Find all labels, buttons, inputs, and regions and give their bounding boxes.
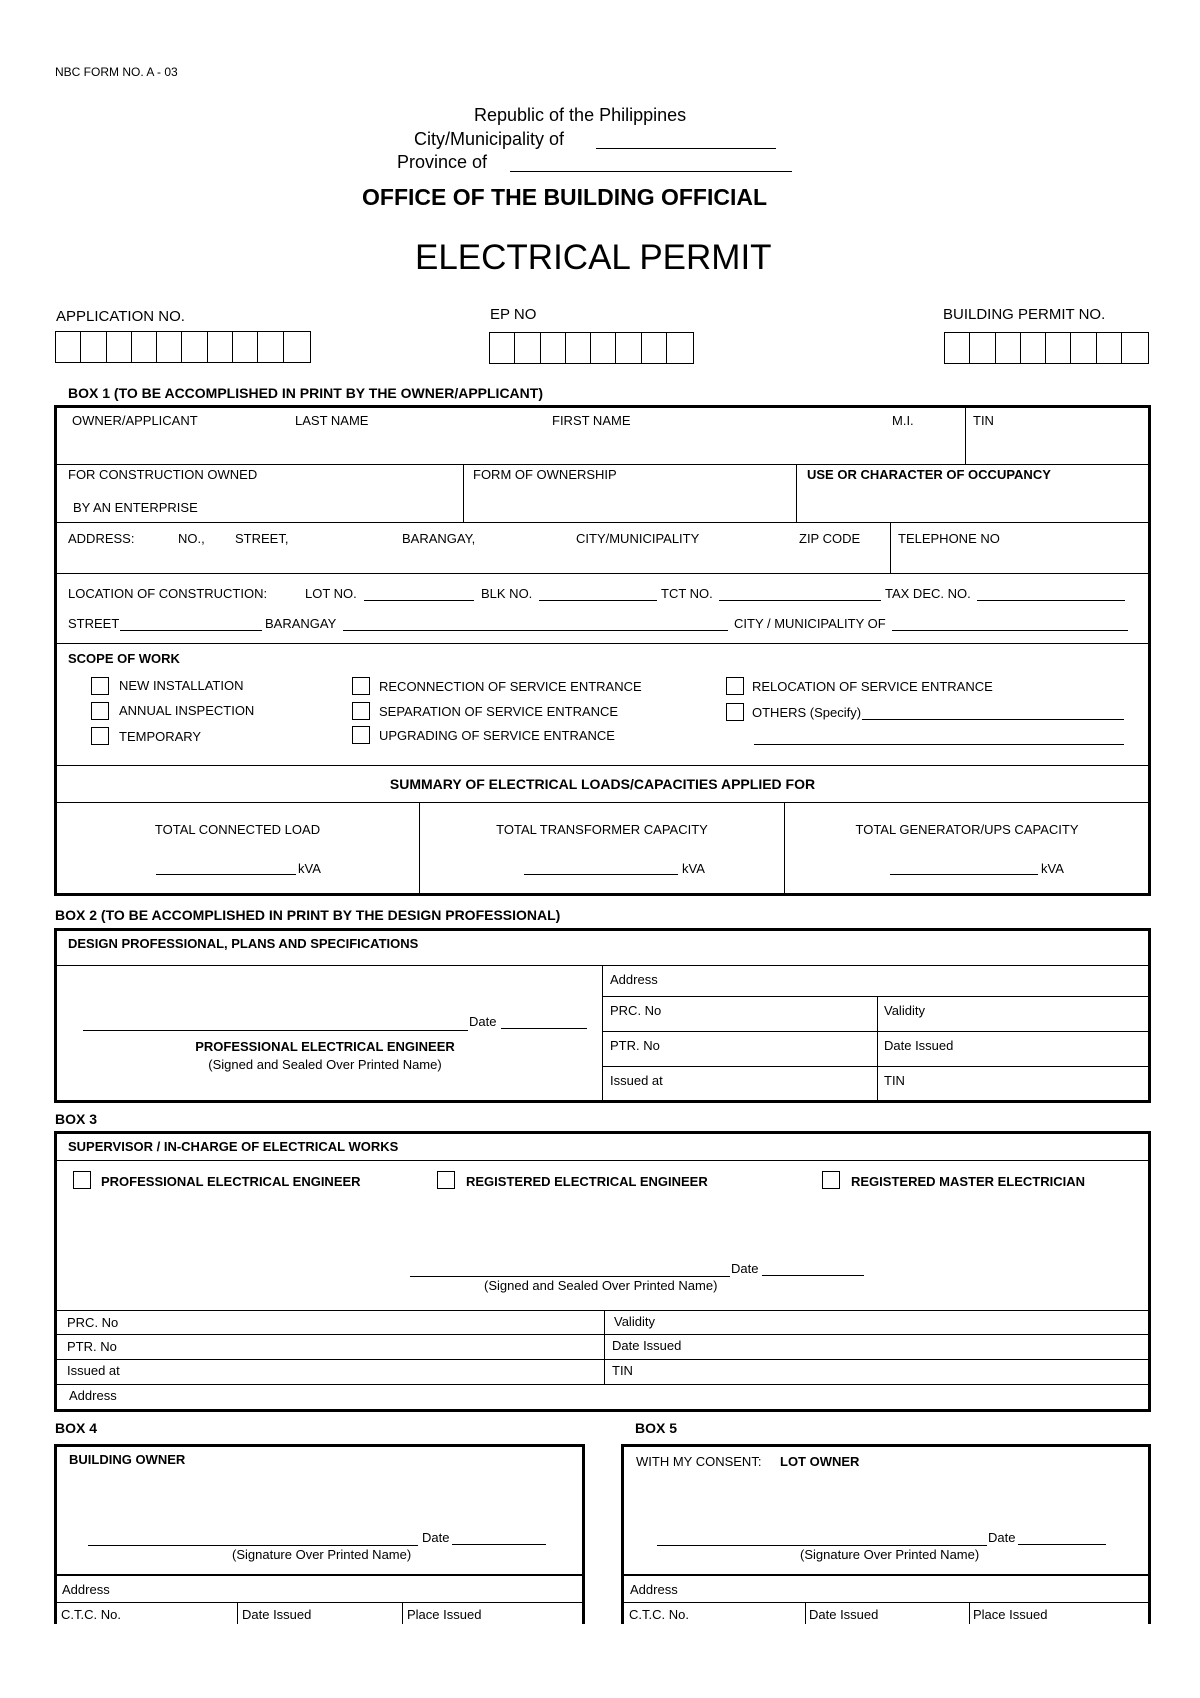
- connected-load-line[interactable]: [156, 874, 296, 875]
- barangay-label: BARANGAY: [265, 616, 337, 631]
- with-consent-label: WITH MY CONSENT:: [636, 1454, 762, 1469]
- form-ownership-label: FORM OF OWNERSHIP: [473, 467, 617, 482]
- application-no-field[interactable]: [55, 331, 311, 363]
- lot-owner-label: LOT OWNER: [780, 1454, 860, 1469]
- application-digit-cell[interactable]: [81, 332, 106, 362]
- box4-ctc-label: C.T.C. No.: [61, 1607, 121, 1622]
- mi-label: M.I.: [892, 413, 914, 428]
- blk-no-line[interactable]: [539, 600, 657, 601]
- barangay-line[interactable]: [343, 630, 728, 631]
- application-digit-cell[interactable]: [157, 332, 182, 362]
- building-permit-no-label: BUILDING PERMIT NO.: [943, 306, 1106, 323]
- application-digit-cell[interactable]: [107, 332, 132, 362]
- ep-digit-cell[interactable]: [591, 333, 616, 363]
- application-digit-cell[interactable]: [233, 332, 258, 362]
- building-permit-digit-cell[interactable]: [1046, 333, 1071, 363]
- box5-place-issued-label: Place Issued: [973, 1607, 1048, 1622]
- box2-validity-label: Validity: [884, 1003, 925, 1018]
- address-label: ADDRESS:: [68, 531, 135, 546]
- construction-owned-label: FOR CONSTRUCTION OWNED: [68, 467, 258, 482]
- building-permit-digit-cell[interactable]: [1071, 333, 1096, 363]
- building-permit-digit-cell[interactable]: [1122, 333, 1147, 363]
- building-permit-digit-cell[interactable]: [945, 333, 970, 363]
- generator-line[interactable]: [890, 874, 1038, 875]
- box2-date-line[interactable]: [501, 1028, 587, 1029]
- box5-date-label: Date: [988, 1530, 1016, 1545]
- street-line[interactable]: [120, 630, 262, 631]
- engineer-signature-line[interactable]: [83, 1030, 468, 1031]
- box4-date-issued-label: Date Issued: [242, 1607, 312, 1622]
- application-digit-cell[interactable]: [258, 332, 283, 362]
- city-line[interactable]: [596, 148, 776, 149]
- box3-validity-label: Validity: [614, 1314, 655, 1329]
- application-digit-cell[interactable]: [284, 332, 309, 362]
- total-connected-label: TOTAL CONNECTED LOAD: [154, 822, 321, 837]
- upgrading-checkbox[interactable]: [352, 726, 370, 744]
- generator-kva: kVA: [1041, 861, 1064, 876]
- box1-heading: BOX 1 (TO BE ACCOMPLISHED IN PRINT BY THE OWNER/APPLICANT): [68, 385, 543, 401]
- street-label: STREET: [68, 616, 120, 631]
- lot-no-line[interactable]: [364, 600, 474, 601]
- box3-date-label: Date: [731, 1261, 759, 1276]
- lot-owner-signature-line[interactable]: [657, 1545, 987, 1546]
- annual-inspection-label: ANNUAL INSPECTION: [119, 703, 255, 718]
- reg-electrical-engineer-checkbox[interactable]: [437, 1171, 455, 1189]
- transformer-line[interactable]: [524, 874, 678, 875]
- ep-digit-cell[interactable]: [667, 333, 692, 363]
- tct-no-line[interactable]: [719, 600, 881, 601]
- box4-place-issued-label: Place Issued: [407, 1607, 482, 1622]
- design-professional-heading: DESIGN PROFESSIONAL, PLANS AND SPECIFICATIONS: [68, 936, 419, 951]
- building-permit-digit-cell[interactable]: [970, 333, 995, 363]
- ep-digit-cell[interactable]: [541, 333, 566, 363]
- first-name-label: FIRST NAME: [552, 413, 631, 428]
- upgrading-label: UPGRADING OF SERVICE ENTRANCE: [379, 728, 615, 743]
- ep-digit-cell[interactable]: [642, 333, 667, 363]
- building-permit-digit-cell[interactable]: [1097, 333, 1122, 363]
- republic-heading: Republic of the Philippines: [474, 105, 687, 125]
- by-enterprise-label: BY AN ENTERPRISE: [73, 500, 198, 515]
- use-occupancy-label: USE OR CHARACTER OF OCCUPANCY: [807, 467, 1051, 482]
- supervisor-heading: SUPERVISOR / IN-CHARGE OF ELECTRICAL WORKS: [68, 1139, 399, 1154]
- relocation-label: RELOCATION OF SERVICE ENTRANCE: [752, 679, 993, 694]
- city-label: City/Municipality of: [414, 129, 565, 149]
- ep-digit-cell[interactable]: [566, 333, 591, 363]
- box2-heading: BOX 2 (TO BE ACCOMPLISHED IN PRINT BY THE DESIGN PROFESSIONAL): [55, 907, 561, 923]
- reg-master-electrician-label: REGISTERED MASTER ELECTRICIAN: [851, 1174, 1086, 1189]
- box4-signature-label: (Signature Over Printed Name): [232, 1547, 412, 1562]
- box4: [54, 1444, 585, 1624]
- box3-issued-at-label: Issued at: [67, 1363, 120, 1378]
- office-heading: OFFICE OF THE BUILDING OFFICIAL: [362, 184, 768, 210]
- box3-prc-label: PRC. No: [67, 1315, 119, 1330]
- box3-heading: BOX 3: [55, 1111, 98, 1127]
- address-no-label: NO.,: [178, 531, 205, 546]
- tin-label: TIN: [973, 413, 994, 428]
- ep-digit-cell[interactable]: [490, 333, 515, 363]
- pro-electrical-engineer-label: PROFESSIONAL ELECTRICAL ENGINEER: [101, 1174, 361, 1189]
- box5-address-label: Address: [630, 1582, 678, 1597]
- building-permit-digit-cell[interactable]: [996, 333, 1021, 363]
- box2-tin-label: TIN: [884, 1073, 905, 1088]
- building-permit-no-field[interactable]: [944, 332, 1149, 364]
- new-installation-label: NEW INSTALLATION: [119, 678, 244, 693]
- new-installation-checkbox[interactable]: [91, 677, 109, 695]
- page-title: ELECTRICAL PERMIT: [415, 238, 772, 277]
- box2-date-issued-label: Date Issued: [884, 1038, 954, 1053]
- box4-heading: BOX 4: [55, 1420, 98, 1436]
- owner-applicant-label: OWNER/APPLICANT: [72, 413, 198, 428]
- application-no-label: APPLICATION NO.: [56, 308, 185, 325]
- province-label: Province of: [397, 152, 488, 172]
- others-line-2[interactable]: [754, 744, 1124, 745]
- blk-no-label: BLK NO.: [481, 586, 533, 601]
- box5-ctc-label: C.T.C. No.: [629, 1607, 689, 1622]
- transformer-kva: kVA: [682, 861, 705, 876]
- ep-digit-cell[interactable]: [616, 333, 641, 363]
- telephone-label: TELEPHONE NO: [898, 531, 1000, 546]
- temporary-checkbox[interactable]: [91, 727, 109, 745]
- building-owner-signature-line[interactable]: [88, 1545, 418, 1546]
- box3-tin-label: TIN: [612, 1363, 633, 1378]
- building-owner-heading: BUILDING OWNER: [69, 1452, 186, 1467]
- reg-master-electrician-checkbox[interactable]: [822, 1171, 840, 1189]
- summary-heading: SUMMARY OF ELECTRICAL LOADS/CAPACITIES APPLIED FOR: [389, 776, 816, 792]
- box3-address-label: Address: [69, 1388, 117, 1403]
- connected-kva: kVA: [298, 861, 321, 876]
- annual-inspection-checkbox[interactable]: [91, 702, 109, 720]
- box3-date-line[interactable]: [762, 1275, 864, 1276]
- location-label: LOCATION OF CONSTRUCTION:: [68, 586, 268, 601]
- total-generator-label: TOTAL GENERATOR/UPS CAPACITY: [855, 822, 1079, 837]
- box5-signature-label: (Signature Over Printed Name): [800, 1547, 980, 1562]
- box2-date-label: Date: [469, 1014, 497, 1029]
- box4-date-line[interactable]: [452, 1544, 546, 1545]
- application-digit-cell[interactable]: [56, 332, 81, 362]
- scope-of-work-label: SCOPE OF WORK: [68, 651, 180, 666]
- building-permit-digit-cell[interactable]: [1021, 333, 1046, 363]
- temporary-label: TEMPORARY: [119, 729, 202, 744]
- box2-issued-at-label: Issued at: [610, 1073, 663, 1088]
- total-transformer-label: TOTAL TRANSFORMER CAPACITY: [496, 822, 708, 837]
- reconnection-checkbox[interactable]: [352, 677, 370, 695]
- last-name-label: LAST NAME: [295, 413, 369, 428]
- reg-electrical-engineer-label: REGISTERED ELECTRICAL ENGINEER: [466, 1174, 708, 1189]
- tct-no-label: TCT NO.: [661, 586, 713, 601]
- box2-ptr-label: PTR. No: [610, 1038, 660, 1053]
- address-city-label: CITY/MUNICIPALITY: [576, 531, 700, 546]
- city-of-label: CITY / MUNICIPALITY OF: [734, 616, 886, 631]
- others-line[interactable]: [862, 719, 1124, 720]
- ep-no-field[interactable]: [489, 332, 694, 364]
- address-barangay-label: BARANGAY,: [402, 531, 476, 546]
- reconnection-label: RECONNECTION OF SERVICE ENTRANCE: [379, 679, 642, 694]
- application-digit-cell[interactable]: [132, 332, 157, 362]
- box2-prc-label: PRC. No: [610, 1003, 662, 1018]
- pro-electrical-engineer-checkbox[interactable]: [73, 1171, 91, 1189]
- box3-ptr-label: PTR. No: [67, 1339, 117, 1354]
- ep-digit-cell[interactable]: [515, 333, 540, 363]
- box3-signed-label: (Signed and Sealed Over Printed Name): [484, 1278, 718, 1293]
- signed-sealed-label: (Signed and Sealed Over Printed Name): [208, 1057, 442, 1072]
- city-of-line[interactable]: [892, 630, 1128, 631]
- box4-address-label: Address: [62, 1582, 110, 1597]
- relocation-checkbox[interactable]: [726, 677, 744, 695]
- supervisor-signature-line[interactable]: [410, 1276, 730, 1277]
- tax-dec-label: TAX DEC. NO.: [885, 586, 971, 601]
- box5-heading: BOX 5: [635, 1420, 678, 1436]
- address-street-label: STREET,: [235, 531, 289, 546]
- tax-dec-line[interactable]: [977, 600, 1125, 601]
- box5-date-issued-label: Date Issued: [809, 1607, 879, 1622]
- box3-date-issued-label: Date Issued: [612, 1338, 682, 1353]
- box2-address-label: Address: [610, 972, 658, 987]
- ep-no-label: EP NO: [490, 306, 537, 323]
- separation-label: SEPARATION OF SERVICE ENTRANCE: [379, 704, 619, 719]
- form-number: NBC FORM NO. A - 03: [55, 65, 178, 79]
- professional-engineer-label: PROFESSIONAL ELECTRICAL ENGINEER: [195, 1039, 455, 1054]
- box4-date-label: Date: [422, 1530, 450, 1545]
- box5: [621, 1444, 1151, 1624]
- lot-no-label: LOT NO.: [305, 586, 357, 601]
- others-label: OTHERS (Specify): [752, 705, 862, 720]
- application-digit-cell[interactable]: [208, 332, 233, 362]
- province-line[interactable]: [510, 171, 792, 172]
- application-digit-cell[interactable]: [182, 332, 207, 362]
- box5-date-line[interactable]: [1018, 1544, 1106, 1545]
- others-checkbox[interactable]: [726, 703, 744, 721]
- separation-checkbox[interactable]: [352, 702, 370, 720]
- zip-code-label: ZIP CODE: [799, 531, 861, 546]
